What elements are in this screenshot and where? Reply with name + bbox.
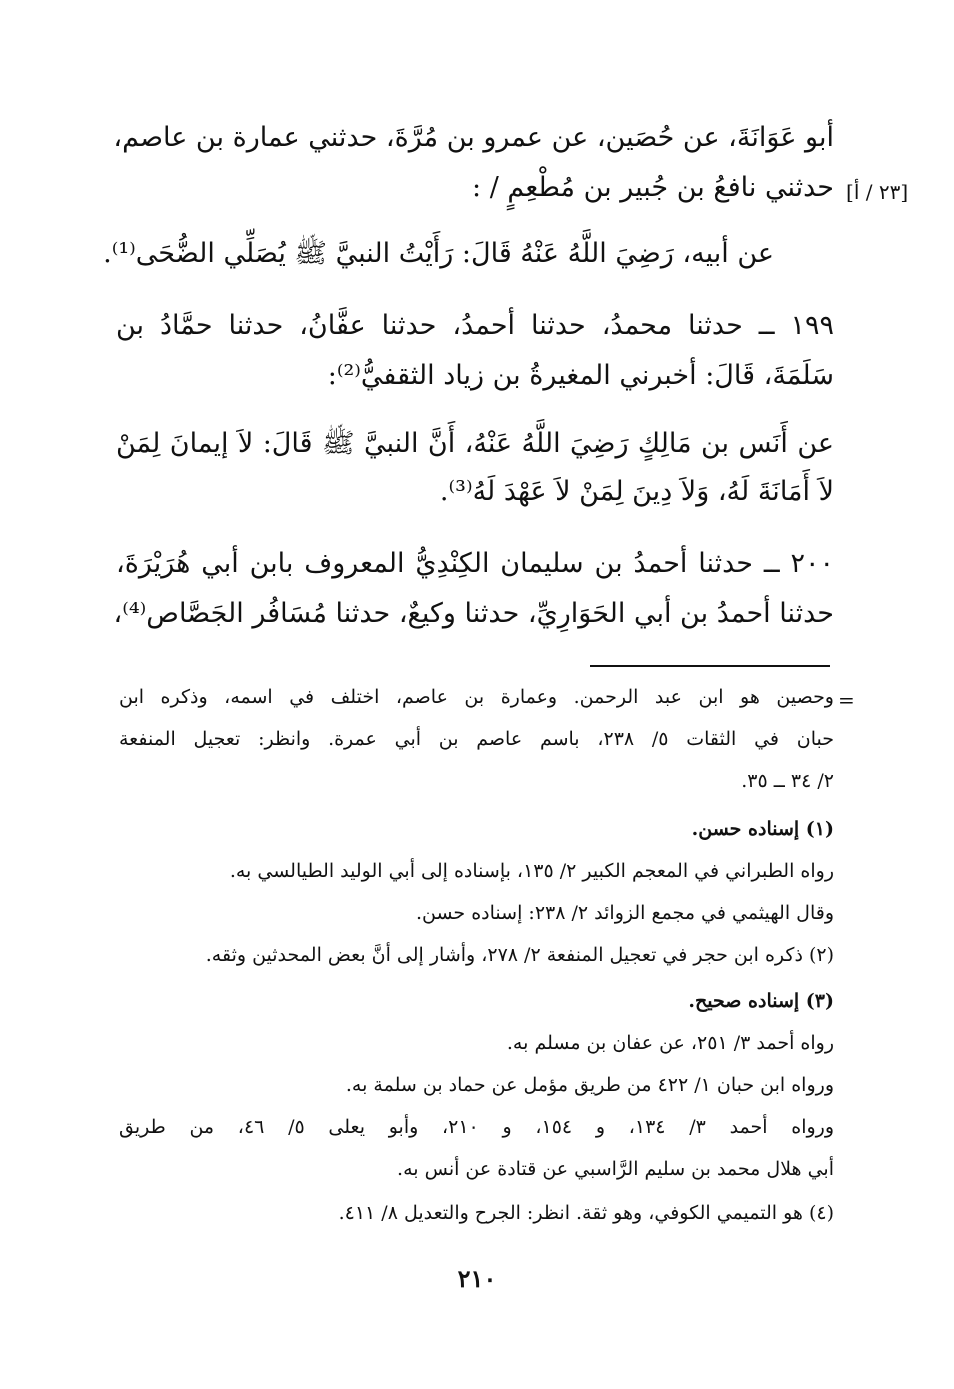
footnote-line: رواه الطبراني في المعجم الكبير ٢/ ١٣٥، بإسناده إلى أبي الوليد الطيالسي به. [229, 860, 834, 882]
footnote-line: أبي هلال محمد بن سليم الرَّاسبي عن قتادة عن أنس به. [397, 1158, 834, 1180]
main-line-9: حدثنا أحمدُ بن أبي الحَوَارِيِّ، حدثنا وكيعٌ، حدثنا مُسَافُر الجَصَّاص⁽⁴⁾، [113, 598, 834, 629]
folio-margin-reference: [٢٣ / أ] [846, 180, 909, 204]
footnote-2: (٢) ذكره ابن حجر في تعجيل المنفعة ٢/ ٢٧٨، وأشار إلى أنَّ بعض المحدثين وثقه. [205, 944, 834, 966]
continuation-mark: = [838, 688, 855, 712]
footnote-line: ورواه أحمد ٣/ ١٣٤، و ١٥٤، و ٢١٠، وأبو يعلى ٥/ ٤٦، من طريق [119, 1116, 835, 1138]
main-line-8: ٢٠٠ ــ حدثنا أحمدُ بن سليمان الكِنْدِيُّ المعروف بابن أبي هُرَيْرَةَ، [116, 548, 834, 579]
footnote-line: ٢/ ٣٤ ــ ٣٥. [741, 770, 834, 792]
main-line-3: عن أبيه، رَضِيَ اللَّهُ عَنْهُ قَالَ: رَأَيْتُ النبيَّ ﷺ يُصَلِّي الضُّحَى⁽¹⁾. [103, 238, 774, 269]
main-line-4: ١٩٩ ــ حدثنا محمدُ، حدثنا أحمدُ، حدثنا عفَّانُ، حدثنا حمَّادُ بن [116, 310, 834, 341]
footnote-line: وحصين هو ابن عبد الرحمن. وعمارة بن عاصم، اختلف في اسمه، وذكره ابن [119, 686, 834, 708]
footnote-1-heading: (١) إسناده حسن. [691, 818, 834, 840]
main-line-5: سَلَمَةَ، قَالَ: أخبرني المغيرةُ بن زياد الثقفيُّ⁽²⁾: [327, 360, 834, 391]
main-line-6: عن أَنَس بن مَالِكٍ رَضِيَ اللَّهُ عَنْهُ، أَنَّ النبيَّ ﷺ قَالَ: لاَ إيمانَ لِمَنْ [116, 428, 834, 459]
main-line-1: أبو عَوَانَةَ، عن حُصَين، عن عمرو بن مُرَّةَ، حدثني عمارة بن عاصم، [113, 122, 834, 153]
main-line-7: لاَ أَمَانَةَ لَهُ، وَلاَ دِينَ لِمَنْ لاَ عَهْدَ لَهُ⁽³⁾. [439, 476, 834, 507]
main-line-2: حدثني نافعُ بن جُبير بن مُطْعِمٍ / : [472, 172, 834, 203]
footnote-separator [590, 665, 830, 667]
footnote-line: ورواه ابن حبان ١/ ٤٢٢ من طريق مؤمل عن حماد بن سلمة به. [345, 1074, 834, 1096]
page-number: ٢١٠ [457, 1264, 497, 1293]
footnote-3-heading: (٣) إسناده صحيح. [688, 990, 834, 1012]
footnote-line: وقال الهيثمي في مجمع الزوائد ٢/ ٢٣٨: إسناده حسن. [415, 902, 834, 924]
footnote-line: حبان في الثقات ٥/ ٢٣٨، باسم عاصم بن أبي عمرة. وانظر: تعجيل المنفعة [119, 728, 834, 750]
footnote-4: (٤) هو التميمي الكوفي، وهو ثقة. انظر: الجرح والتعديل ٨/ ٤١١. [338, 1202, 834, 1224]
footnote-line: رواه أحمد ٣/ ٢٥١، عن عفان بن مسلم به. [506, 1032, 834, 1054]
